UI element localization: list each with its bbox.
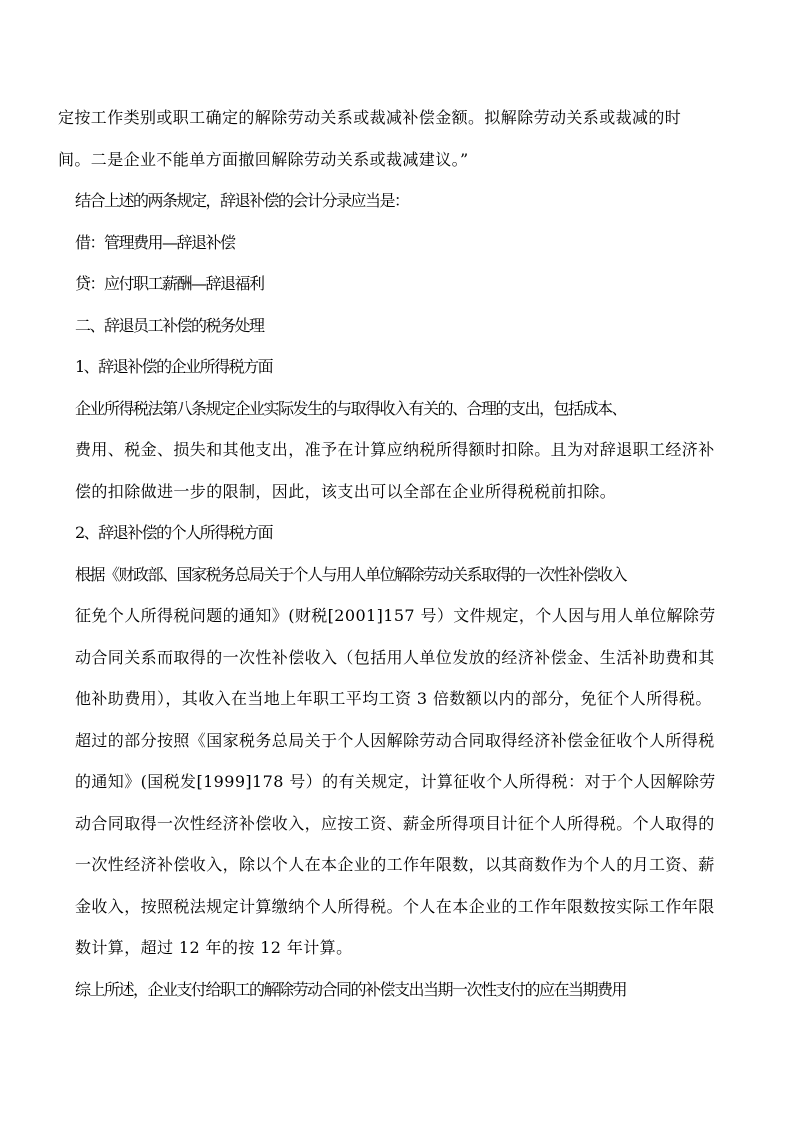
text-line: 动合同关系而取得的一次性补偿收入（包括用人单位发放的经济补偿金、生活补助费和其 <box>75 647 715 667</box>
text-line: 的通知》(国税发[1999]178 号）的有关规定，计算征收个人所得税：对于个人因解除劳 <box>75 772 716 791</box>
text-line: 综上所述，企业支付给职工的解除劳动合同的补偿支出当期一次性支付的应在当期费用 <box>75 979 627 999</box>
text-line: 1、辞退补偿的企业所得税方面 <box>75 357 273 376</box>
text-line: 费用、税金、损失和其他支出，准予在计算应纳税所得额时扣除。且为对辞退职工经济补 <box>75 440 715 459</box>
text-line: 一次性经济补偿收入，除以个人在本企业的工作年限数，以其商数作为个人的月工资、薪 <box>75 855 715 874</box>
paragraph-section-two-heading <box>58 305 740 347</box>
text-line: 他补助费用），其收入在当地上年职工平均工资 3 倍数额以内的部分，免征个人所得税。 <box>75 689 712 708</box>
text-line: 二、辞退员工补偿的税务处理 <box>75 315 264 335</box>
paragraph-debit-entry <box>58 222 740 264</box>
paragraph-continuation <box>58 97 740 180</box>
text-line: 贷：应付职工薪酬—辞退福利 <box>75 274 264 293</box>
text-line: 超过的部分按照《国家税务总局关于个人因解除劳动合同取得经济补偿金征收个人所得税 <box>75 730 715 750</box>
paragraph-personal-tax-text <box>58 554 740 969</box>
paragraph-combined-rules <box>58 180 740 222</box>
text-line: 偿的扣除做进一步的限制，因此，该支出可以全部在企业所得税税前扣除。 <box>75 481 617 501</box>
paragraph-corporate-tax-text <box>58 388 740 513</box>
text-line: 结合上述的两条规定，辞退补偿的会计分录应当是： <box>75 191 409 210</box>
text-line: 间。二是企业不能单方面撤回解除劳动关系或裁减建议。” <box>58 149 469 169</box>
paragraph-credit-entry <box>58 263 740 305</box>
text-line: 企业所得税法第八条规定企业实际发生的与取得收入有关的、合理的支出，包括成本、 <box>75 398 627 418</box>
text-line: 动合同取得一次性经济补偿收入，应按工资、薪金所得项目计征个人所得税。个人取得的 <box>75 813 715 833</box>
text-line: 征免个人所得税问题的通知》(财税[2001]157 号）文件规定，个人因与用人单位解除劳 <box>75 606 716 625</box>
text-line: 定按工作类别或职工确定的解除劳动关系或裁减补偿金额。拟解除劳动关系或裁减的时 <box>58 108 682 127</box>
text-line: 2、辞退补偿的个人所得税方面 <box>75 523 273 542</box>
document-body <box>58 97 740 1010</box>
text-line: 借：管理费用—辞退补偿 <box>75 232 235 252</box>
text-line: 数计算，超过 12 年的按 12 年计算。 <box>75 938 353 957</box>
paragraph-subsection-two-heading <box>58 512 740 554</box>
text-line: 金收入，按照税法规定计算缴纳个人所得税。个人在本企业的工作年限数按实际工作年限 <box>75 896 715 916</box>
text-line: 根据《财政部、国家税务总局关于个人与用人单位解除劳动关系取得的一次性补偿收入 <box>75 564 627 584</box>
paragraph-subsection-one-heading <box>58 346 740 388</box>
paragraph-summary-text <box>58 969 740 1011</box>
